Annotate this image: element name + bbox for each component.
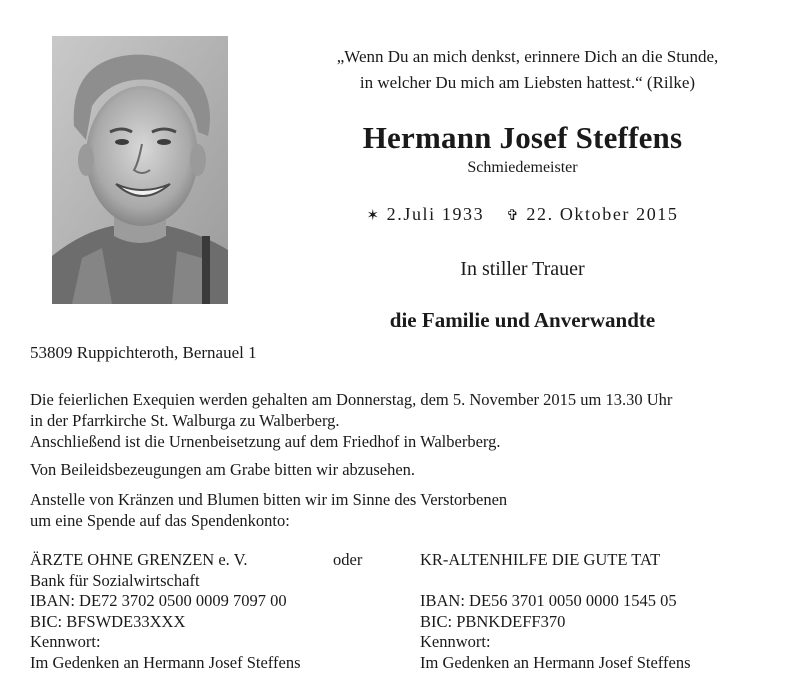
bank-left-iban: IBAN: DE72 3702 0500 0009 7097 00 [30,591,287,610]
donation-line-1: Anstelle von Kränzen und Blumen bitten wir im Sinne des Verstorbenen [30,490,508,509]
service-line-1: Die feierlichen Exequien werden gehalten am Donnerstag, dem 5. November 2015 um 13.30 Uhr [30,390,673,409]
bank-left-bank: Bank für Sozialwirtschaft [30,570,200,590]
quote-line-2: in welcher Du mich am Liebsten hattest.“ (Rilke) [359,73,696,92]
condolence-note: Von Beileidsbezeugungen am Grabe bitten wir abzusehen. [30,460,416,479]
deceased-occupation: Schmiedemeister [467,159,578,176]
bank-right-keyword: Im Gedenken an Hermann Josef Steffens [420,652,691,672]
deceased-name: Hermann Josef Steffens [362,120,683,155]
bank-left-bic: BIC: BFSWDE33XXX [30,611,186,631]
quote-line-1: „Wenn Du an mich denkst, erinnere Dich an die Stunde, [336,47,719,66]
cross-icon: ✞ [506,208,521,224]
bank-right-bic: BIC: PBNKDEFF370 [420,611,566,631]
death-date: 22. Oktober 2015 [526,204,679,224]
family-address: 53809 Ruppichteroth, Bernauel 1 [30,343,257,362]
or-label: oder [333,550,363,569]
portrait-photo [52,36,228,304]
mourning-family: die Familie und Anverwandte [389,308,656,332]
rilke-quote [275,44,780,96]
service-line-2: in der Pfarrkirche St. Walburga zu Walberberg. [30,411,340,430]
star-icon: ✶ [366,208,381,224]
bank-left-keyword: Im Gedenken an Hermann Josef Steffens [30,652,301,672]
bank-right-org: KR-ALTENHILFE DIE GUTE TAT [420,550,661,569]
bank-account-left [30,550,301,673]
bank-left-keyword-label: Kennwort: [30,632,101,651]
bank-left-org: ÄRZTE OHNE GRENZEN e. V. [30,550,248,569]
bank-right-spacer [420,571,691,592]
bank-account-right [420,550,691,673]
birth-date: 2.Juli 1933 [386,204,485,224]
bank-right-keyword-label: Kennwort: [420,632,491,651]
service-line-3: Anschließend ist die Urnenbeisetzung auf dem Friedhof in Walberberg. [30,432,501,451]
bank-right-iban: IBAN: DE56 3701 0050 0000 1545 05 [420,591,677,610]
donation-line-2: um eine Spende auf das Spendenkonto: [30,511,290,530]
service-info [30,389,672,452]
life-dates [275,204,770,225]
portrait-image [52,36,228,304]
donation-request [30,489,507,531]
mourning-line: In stiller Trauer [460,258,585,280]
